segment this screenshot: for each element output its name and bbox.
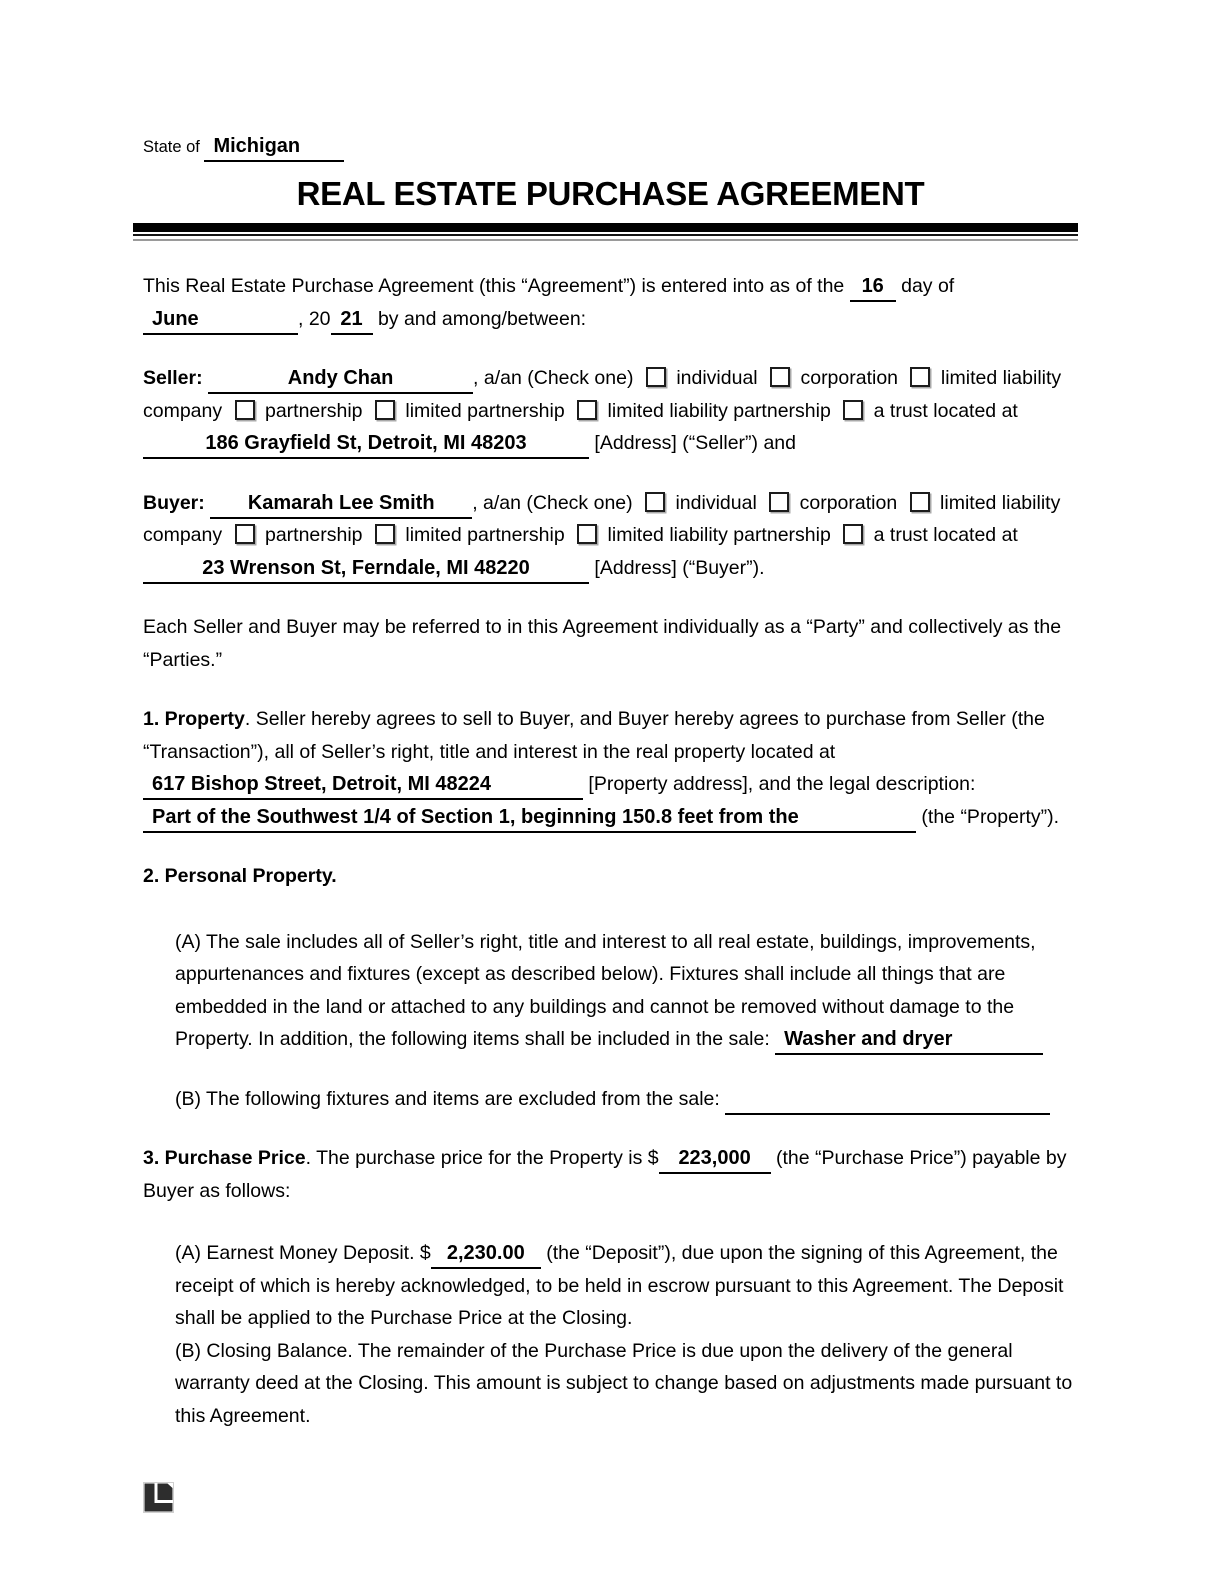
section3-item-a-post: (the “Deposit”), due upon the signing of this Agreement, the receipt of which is hereby acknowledged, to be held in escrow pursuant to this Agreement. The Deposit shall be applied to the Purchase Price at the Closing. xyxy=(175,1242,1064,1329)
buyer-name-fill[interactable]: Kamarah Lee Smith ​ xyxy=(210,491,472,519)
month-fill[interactable]: June ​ xyxy=(143,307,298,335)
buyer-address-fill[interactable]: 23 Wrenson St, Ferndale, MI 48220 ​ xyxy=(143,556,589,584)
section1-paragraph xyxy=(143,703,1078,833)
seller-checkbox-trust[interactable] xyxy=(843,400,863,420)
section3-body: . The purchase price for the Property is $ xyxy=(305,1147,659,1169)
section3-item-a-paragraph xyxy=(143,1237,1078,1335)
section3-heading: 3. Purchase Price xyxy=(143,1147,306,1169)
buyer-option-trust: a trust xyxy=(873,524,928,546)
buyer-checkbox-llp[interactable] xyxy=(577,524,597,544)
seller-option-partnership: partnership xyxy=(264,399,363,422)
seller-checkbox-partnership[interactable] xyxy=(235,400,255,420)
intro-text-after-year: by and among/between: xyxy=(377,307,587,330)
state-value-fill[interactable]: Michigan ​ xyxy=(204,134,344,162)
section2-item-b-paragraph xyxy=(143,1083,1078,1116)
seller-option-limited-partnership: limited partnership xyxy=(405,399,565,422)
intro-text-before-day: This Real Estate Purchase Agreement (this “Agreement”) is entered into as of the xyxy=(143,275,845,297)
section3-item-a-pre: (A) Earnest Money Deposit. $ xyxy=(175,1242,431,1264)
buyer-option-llp: limited liability partnership xyxy=(607,524,831,546)
day-fill[interactable]: 16 ​ xyxy=(850,274,896,302)
page-title: REAL ESTATE PURCHASE AGREEMENT xyxy=(296,175,925,212)
seller-checkbox-limited-partnership[interactable] xyxy=(375,400,395,420)
purchase-price-fill[interactable]: 223,000 ​ xyxy=(659,1146,771,1174)
title-divider xyxy=(133,223,1078,241)
buyer-checkbox-llc[interactable] xyxy=(910,492,930,512)
section2-item-b-text: (B) The following fixtures and items are excluded from the sale: xyxy=(175,1087,720,1110)
intro-day-of: day of xyxy=(901,275,955,297)
included-items-fill[interactable]: Washer and dryer ​ xyxy=(775,1027,1043,1055)
state-line xyxy=(143,134,1078,162)
deposit-fill[interactable]: 2,230.00 ​ xyxy=(431,1241,541,1269)
buyer-aan-label: , a/an (Check one) xyxy=(472,491,633,514)
divider-thick-bar xyxy=(133,223,1078,232)
excluded-items-blank[interactable] xyxy=(725,1087,1050,1115)
buyer-checkbox-limited-partnership[interactable] xyxy=(375,524,395,544)
seller-option-individual: individual xyxy=(676,367,758,389)
parties-paragraph: Each Seller and Buyer may be referred to in this Agreement individually as a “Party” and collectively as the “Parties.” xyxy=(143,616,1062,671)
buyer-address-suffix: [Address] (“Buyer”). xyxy=(594,556,765,579)
buyer-option-llc: limited liability company xyxy=(143,491,1061,546)
section3-after-price: (the “Purchase Price”) payable by Buyer as follows: xyxy=(143,1147,1067,1202)
seller-address-suffix: [Address] (“Seller”) and xyxy=(594,432,796,454)
seller-label: Seller: xyxy=(143,367,203,389)
buyer-checkbox-corporation[interactable] xyxy=(769,492,789,512)
buyer-checkbox-individual[interactable] xyxy=(645,492,665,512)
legal-description-fill[interactable]: Part of the Southwest 1/4 of Section 1, beginning 150.8 feet from the ​ xyxy=(143,805,916,833)
legal-templates-logo-icon xyxy=(143,1482,174,1513)
buyer-option-corporation: corporation xyxy=(799,491,898,514)
section1-heading: 1. Property xyxy=(143,708,245,730)
section2-item-a-paragraph xyxy=(143,926,1078,1056)
seller-located-at-label: located at xyxy=(933,399,1018,422)
buyer-option-limited-partnership: limited partnership xyxy=(405,524,565,546)
buyer-located-at-label: located at xyxy=(933,524,1018,546)
seller-option-llp: limited liability partnership xyxy=(607,399,831,422)
buyer-option-partnership: partnership xyxy=(264,524,363,546)
intro-paragraph xyxy=(143,270,1078,335)
section2-heading: 2. Personal Property. xyxy=(143,865,337,887)
seller-address-fill[interactable]: 186 Grayfield St, Detroit, MI 48203 ​ xyxy=(143,431,589,459)
buyer-paragraph xyxy=(143,487,1078,585)
seller-paragraph xyxy=(143,362,1078,460)
seller-name-fill[interactable]: Andy Chan ​ xyxy=(208,366,473,394)
property-address-suffix: [Property address], and the legal description: xyxy=(588,773,976,795)
year-fill[interactable]: 21 ​ xyxy=(331,307,373,335)
intro-comma-20: , 20 xyxy=(298,307,331,330)
section2-heading-paragraph xyxy=(143,860,1078,893)
section2-item-a-text: (A) The sale includes all of Seller’s right, title and interest to all real estate, buildings, improvements, appurtenances and fixtures (except as described below). Fixtures shall include all things that are embedded in the land or attached to any buildings and cannot be removed without damage to the Property. In addition, the following items shall be included in the sale: xyxy=(175,930,1036,1050)
seller-checkbox-llc[interactable] xyxy=(910,367,930,387)
buyer-checkbox-partnership[interactable] xyxy=(235,524,255,544)
seller-option-trust: a trust xyxy=(873,399,928,422)
seller-checkbox-corporation[interactable] xyxy=(770,367,790,387)
seller-option-corporation: corporation xyxy=(800,367,899,389)
divider-faint-line xyxy=(133,239,1078,241)
buyer-checkbox-trust[interactable] xyxy=(843,524,863,544)
section3-paragraph xyxy=(143,1142,1078,1207)
legal-description-suffix: (the “Property”). xyxy=(921,805,1060,828)
seller-checkbox-llp[interactable] xyxy=(577,400,597,420)
seller-option-llc: limited liability company xyxy=(143,367,1062,422)
seller-checkbox-individual[interactable] xyxy=(646,367,666,387)
section3-item-b-paragraph: (B) Closing Balance. The remainder of the Purchase Price is due upon the delivery of the general warranty deed at the Closing. This amount is subject to change based on adjustments made pursuant to this Agreement. xyxy=(175,1339,1073,1427)
buyer-label: Buyer: xyxy=(143,491,205,514)
seller-aan-label: , a/an (Check one) xyxy=(473,367,634,389)
state-label: State of xyxy=(143,138,200,156)
buyer-option-individual: individual xyxy=(675,491,757,514)
section1-body: . Seller hereby agrees to sell to Buyer, and Buyer hereby agrees to purchase from Seller (the “Transaction”), all of Seller’s right, title and interest in the real property located at xyxy=(143,708,1045,763)
property-address-fill[interactable]: 617 Bishop Street, Detroit, MI 48224 ​ xyxy=(143,772,583,800)
